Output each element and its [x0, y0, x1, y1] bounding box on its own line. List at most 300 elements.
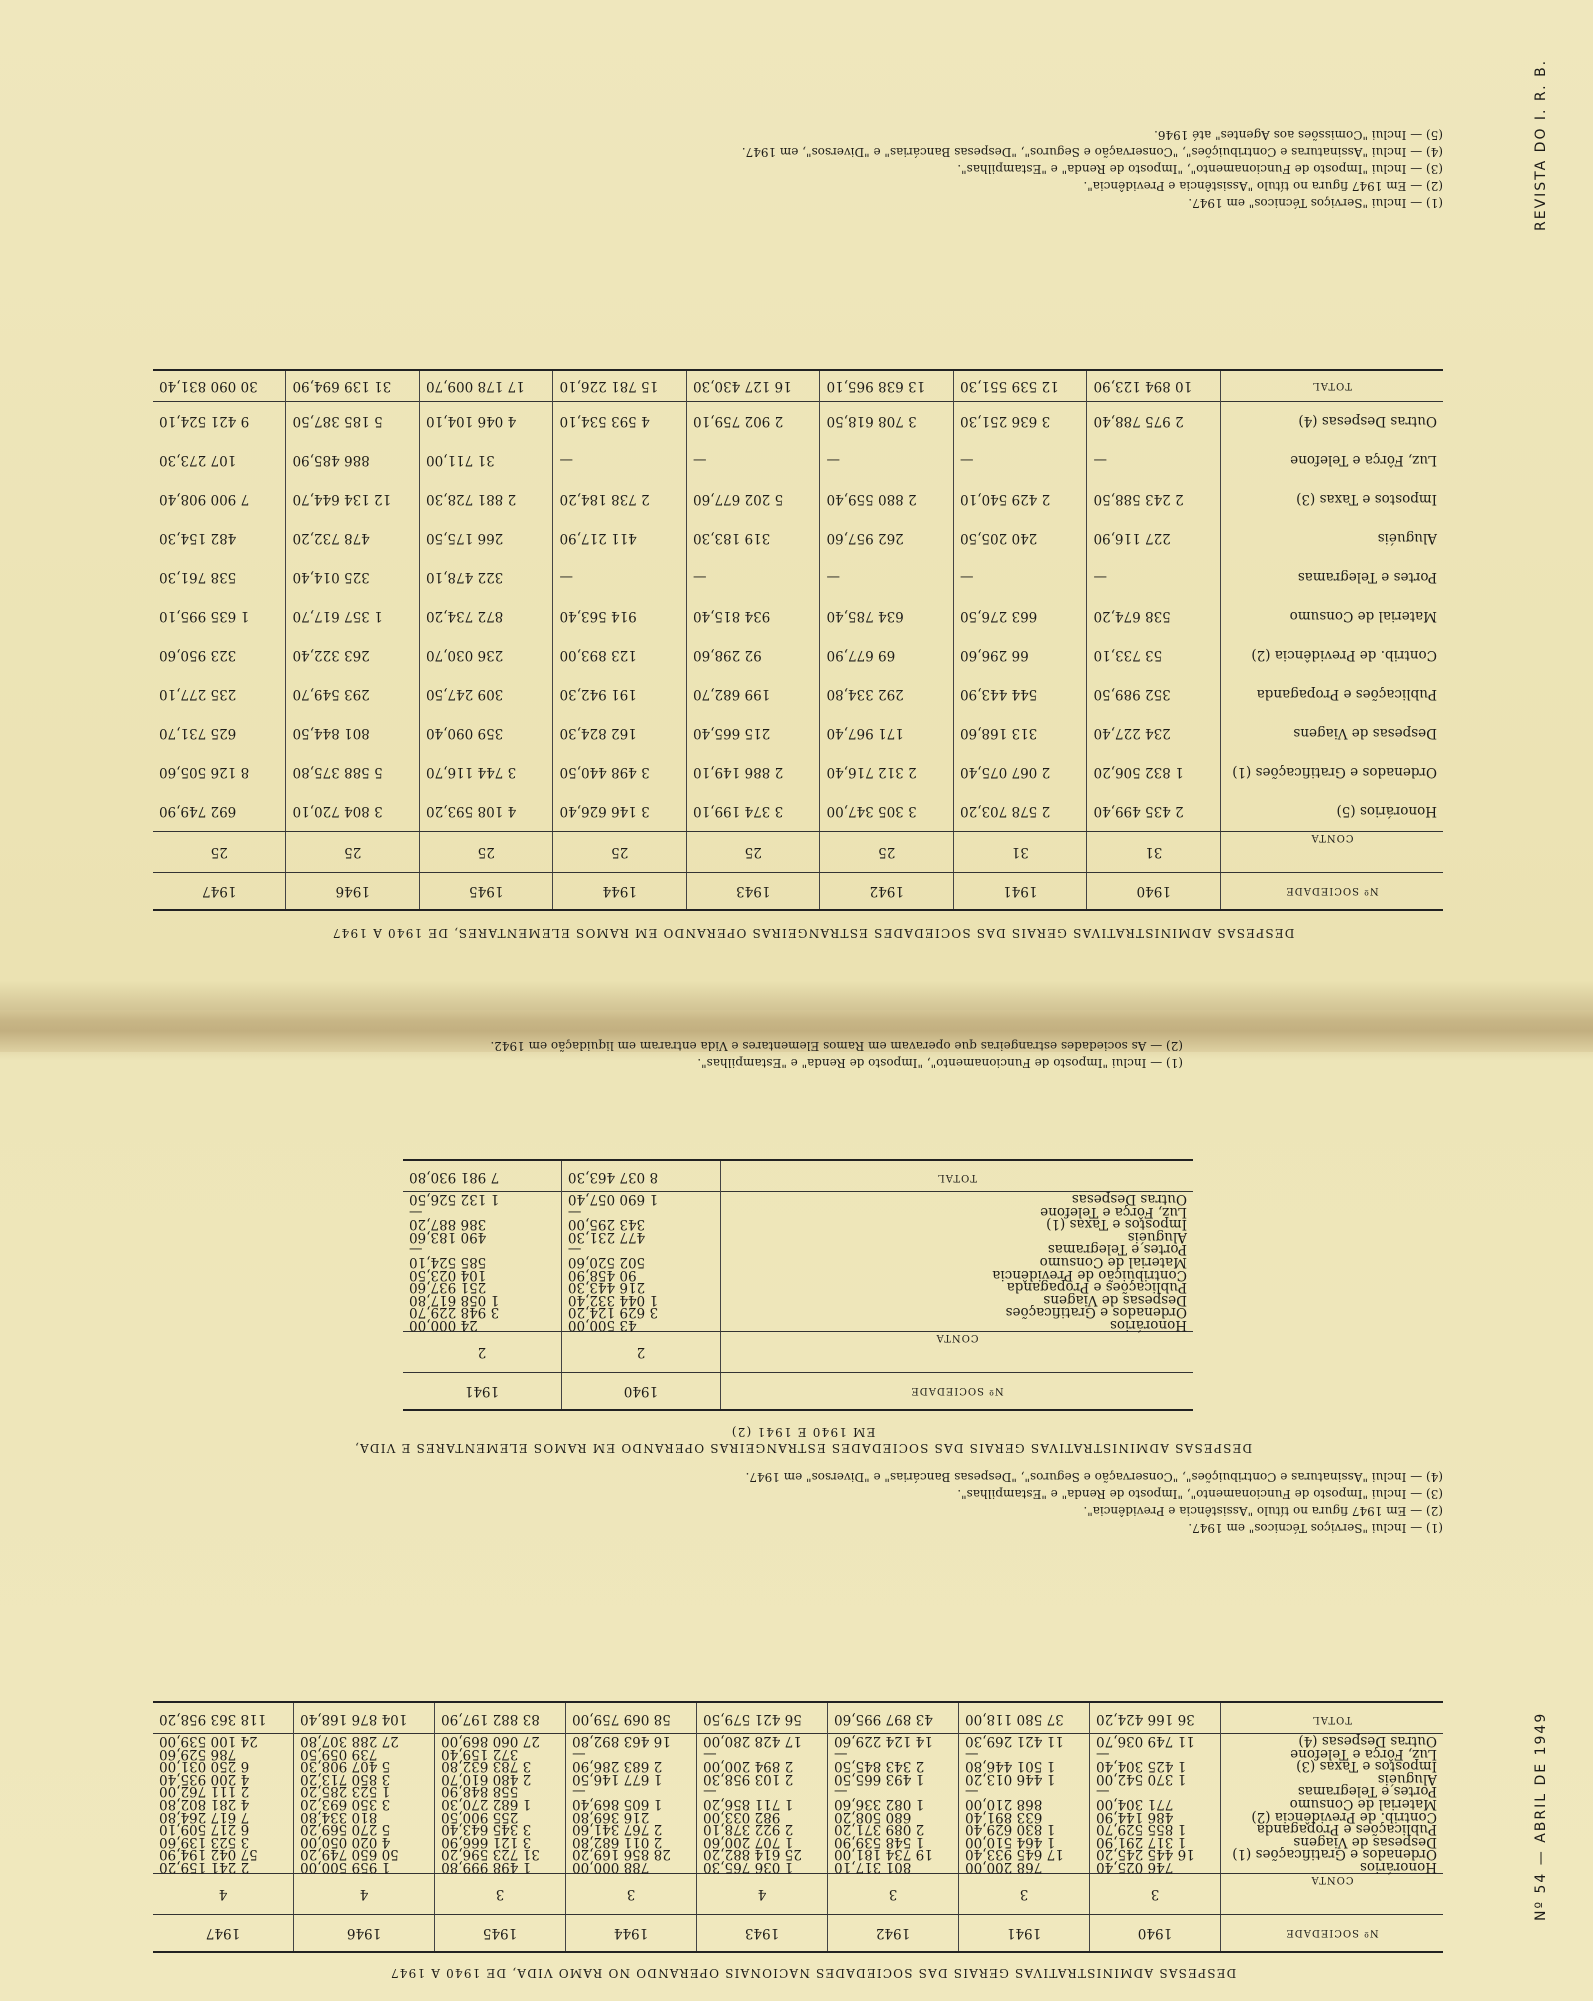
cell-value: 31 711,00 [420, 441, 554, 480]
cell-value: 5 588 375,80 [286, 753, 420, 792]
row-label: Publicações e Propaganda [1256, 686, 1437, 703]
sociedades-count: 25 [153, 832, 286, 873]
cell-value: 1 464 510,00 [959, 1835, 1090, 1848]
table-row [153, 636, 1443, 675]
total-value: 10 894 123,90 [1087, 370, 1221, 402]
cell-value: 801 844,50 [286, 714, 420, 753]
table-row [403, 1293, 1193, 1306]
cell-value: 293 549,70 [286, 675, 420, 714]
table2-notes [490, 1037, 1183, 1071]
table-estrangeiras-elementares [153, 369, 1443, 911]
cell-value: 234 227,40 [1087, 714, 1221, 753]
cell-value: 28 856 169,20 [566, 1848, 697, 1861]
cell-value: — [954, 441, 1088, 480]
row-label: Portes e Telegramas [1297, 1783, 1437, 1800]
cell-value: 123 893,00 [553, 636, 687, 675]
cell-value: 2 067 075,40 [954, 753, 1088, 792]
cell-value: 739 059,50 [294, 1747, 435, 1760]
cell-value: 2 902 759,10 [687, 402, 821, 442]
cell-value: 3 783 632,80 [435, 1760, 566, 1773]
cell-value: 31 723 596,20 [435, 1848, 566, 1861]
cell-value: 680 508,20 [828, 1810, 959, 1823]
cell-value: 322 478,10 [420, 558, 554, 597]
total-value: 118 363 958,20 [153, 1702, 294, 1734]
cell-value: 251 937,60 [403, 1281, 561, 1294]
total-label: TOTAL [1221, 370, 1444, 402]
cell-value: — [687, 441, 821, 480]
row-label: Impostos e Taxas (3) [1296, 1758, 1437, 1775]
cell-value: 19 734 181,00 [828, 1848, 959, 1861]
cell-value: 5 202 677,60 [687, 480, 821, 519]
total-value: 12 539 551,30 [954, 370, 1088, 402]
sociedades-count: 3 [435, 1874, 566, 1915]
table-row [153, 714, 1443, 753]
sociedades-count: 4 [153, 1874, 294, 1915]
cell-value: 3 345 643,40 [435, 1823, 566, 1836]
cell-value: 69 677,90 [820, 636, 954, 675]
cell-value: — [1090, 1785, 1221, 1798]
table-row [153, 597, 1443, 636]
cell-value: 90 458,90 [561, 1268, 720, 1281]
cell-value: 1 682 270,30 [435, 1797, 566, 1810]
cell-value: 3 708 618,50 [820, 402, 954, 442]
row-label: Publicações e Propaganda [1006, 1279, 1187, 1296]
year-header: 1940 [561, 1373, 720, 1411]
cell-value: 1 498 999,80 [435, 1860, 566, 1873]
cell-value: 2 894 200,00 [697, 1760, 828, 1773]
row-label: Impostos e Taxas (3) [1296, 491, 1437, 508]
cell-value: 236 030,70 [420, 636, 554, 675]
row-label: Portes e Telegramas [1047, 1241, 1187, 1258]
cell-value: 17 428 280,00 [697, 1734, 828, 1747]
cell-value: 17 645 933,40 [959, 1848, 1090, 1861]
sociedades-count: 25 [420, 832, 554, 873]
row-label: Luz, Fôrça e Telefone [1040, 1203, 1187, 1220]
table-row [403, 1318, 1193, 1331]
cell-value: 2 241 159,20 [153, 1860, 294, 1873]
cell-value: 2 480 610,70 [435, 1772, 566, 1785]
cell-value: 1 058 617,80 [403, 1293, 561, 1306]
cell-value: 266 175,50 [420, 519, 554, 558]
cell-value: 1 501 446,80 [959, 1760, 1090, 1773]
cell-value: 1 605 869,40 [566, 1797, 697, 1810]
cell-value: 386 887,20 [403, 1218, 561, 1231]
row-label: Outras Despesas (4) [1298, 413, 1437, 430]
sociedades-count: 3 [1090, 1874, 1221, 1915]
total-row [153, 370, 1443, 402]
sociedades-count: 31 [954, 832, 1088, 873]
sociedades-count: 3 [828, 1874, 959, 1915]
cell-value: 2 111 762,00 [153, 1785, 294, 1798]
table-row [403, 1192, 1193, 1205]
cell-value: — [561, 1205, 720, 1218]
footnote: (5) — Inclui "Comissões aos Agentes" até 1946. [1154, 128, 1443, 142]
footnote: (3) — Inclui "Imposto de Funcionamento", "Imposto de Renda" e "Estampilhas". [957, 1487, 1443, 1501]
total-value: 17 178 009,70 [420, 370, 554, 402]
total-label: TOTAL [721, 1160, 1194, 1192]
footnote: (2) — Em 1947 figura no título "Assistência e Previdência". [1083, 179, 1443, 193]
cell-value: 3 629 124,20 [561, 1306, 720, 1319]
cell-value: 746 025,40 [1090, 1860, 1221, 1873]
cell-value: 66 296,60 [954, 636, 1088, 675]
cell-value: 934 815,40 [687, 597, 821, 636]
cell-value: 490 183,60 [403, 1230, 561, 1243]
cell-value: 3 146 626,40 [553, 792, 687, 832]
cell-value: 4 281 802,80 [153, 1797, 294, 1810]
table1-title: DESPESAS ADMINISTRATIVAS GERAIS DAS SOCIEDADES NACIONAIS OPERANDO NO RAMO VIDA, DE 1940 A 1947 [389, 1966, 1237, 1980]
cell-value: 2 922 378,10 [697, 1823, 828, 1836]
year-header: 1946 [286, 873, 420, 911]
cell-value: — [553, 558, 687, 597]
table-row [153, 1797, 1443, 1810]
cell-value: 2 343 845,50 [828, 1760, 959, 1773]
cell-value: 1 357 617,70 [286, 597, 420, 636]
footnote: (1) — Inclui "Serviços Técnicos" em 1947. [1188, 196, 1443, 210]
row-label: Aluguéis [1377, 530, 1437, 547]
total-value: 7 981 930,80 [403, 1160, 561, 1192]
sociedades-count: 3 [566, 1874, 697, 1915]
cell-value: 8 126 505,60 [153, 753, 286, 792]
cell-value: 2 975 788,40 [1087, 402, 1221, 442]
cell-value: 2 089 371,20 [828, 1823, 959, 1836]
cell-value: 411 217,90 [553, 519, 687, 558]
cell-value: 1 855 529,70 [1090, 1823, 1221, 1836]
cell-value: 3 744 116,70 [420, 753, 554, 792]
cell-value: 486 144,90 [1090, 1810, 1221, 1823]
cell-value: 3 374 199,10 [687, 792, 821, 832]
cell-value: 3 850 713,20 [294, 1772, 435, 1785]
cell-value: 1 832 506,20 [1087, 753, 1221, 792]
cell-value: 3 948 229,70 [403, 1306, 561, 1319]
cell-value: 240 205,50 [954, 519, 1088, 558]
total-value: 13 638 965,10 [820, 370, 954, 402]
cell-value: 262 957,60 [820, 519, 954, 558]
total-value: 16 127 430,30 [687, 370, 821, 402]
year-header: 1945 [435, 1915, 566, 1953]
running-head-page-label: Nº 54 — ABRIL DE 1949 [1533, 1711, 1549, 1921]
table-row [153, 402, 1443, 442]
table-row [153, 792, 1443, 832]
cell-value: 3 121 666,90 [435, 1835, 566, 1848]
row-label: Contribuição de Previdência [992, 1266, 1187, 1283]
total-value: 104 876 168,40 [294, 1702, 435, 1734]
cell-value: 4 108 593,20 [420, 792, 554, 832]
cell-value: — [959, 1785, 1090, 1798]
sociedades-count: 25 [553, 832, 687, 873]
conta-header: CONTA [721, 1332, 1194, 1373]
row-label: Despesas de Viagens [1293, 725, 1437, 742]
table-nacionais-vida [153, 1701, 1443, 1953]
row-label: Portes e Telegramas [1297, 569, 1437, 586]
sociedades-count: 4 [294, 1874, 435, 1915]
cell-value: 2 011 682,80 [566, 1835, 697, 1848]
year-header: 1941 [954, 873, 1088, 911]
row-label: Honorários (5) [1336, 803, 1437, 820]
cell-value: 544 443,90 [954, 675, 1088, 714]
year-header: 1943 [697, 1915, 828, 1953]
sociedades-header: Nº SOCIEDADE [1221, 1915, 1444, 1953]
cell-value: 1 132 526,50 [403, 1192, 561, 1205]
table2-title: DESPESAS ADMINISTRATIVAS GERAIS DAS SOCIEDADES ESTRANGEIRAS OPERANDO EM RAMOS ELEMENTARES E VIDA, EM 1940 E 1941 (2) [353, 1425, 1253, 1455]
cell-value: — [820, 441, 954, 480]
cell-value: — [403, 1205, 561, 1218]
cell-value: 215 665,40 [687, 714, 821, 753]
table-row [153, 480, 1443, 519]
cell-value: 313 168,60 [954, 714, 1088, 753]
table-row [153, 1734, 1443, 1747]
row-label: Despesas de Viagens [1293, 1833, 1437, 1850]
footnote: (3) — Inclui "Imposto de Funcionamento", "Imposto de Renda" e "Estampilhas". [957, 162, 1443, 176]
sociedades-count: 25 [687, 832, 821, 873]
table-row [403, 1255, 1193, 1268]
row-label: Contrib. de Previdência (2) [1251, 647, 1437, 664]
cell-value: 1 370 542,00 [1090, 1772, 1221, 1785]
year-header: 1943 [687, 873, 821, 911]
cell-value: 7 617 264,80 [153, 1810, 294, 1823]
cell-value: 24 000,00 [403, 1318, 561, 1331]
cell-value: 43 500,00 [561, 1318, 720, 1331]
cell-value: 538 674,20 [1087, 597, 1221, 636]
year-header: 1941 [959, 1915, 1090, 1953]
cell-value: 1 036 765,30 [697, 1860, 828, 1873]
cell-value: 255 900,50 [435, 1810, 566, 1823]
cell-value: 2 243 588,50 [1087, 480, 1221, 519]
footnote: (2) — Em 1947 figura no título "Assistência e Previdência". [1083, 1504, 1443, 1518]
sociedades-count: 25 [286, 832, 420, 873]
cell-value: 27 060 869,00 [435, 1734, 566, 1747]
row-label: Material de Consumo [1289, 608, 1437, 625]
sociedades-count: 2 [403, 1332, 561, 1373]
footnote: (4) — Inclui "Assinaturas e Contribuições", "Conservação e Seguros", "Despesas Bancárias" e "Diversos", em 1947. [741, 145, 1443, 159]
total-value: 15 781 226,10 [553, 370, 687, 402]
table1-notes [746, 1468, 1443, 1536]
cell-value: — [820, 558, 954, 597]
cell-value: — [566, 1785, 697, 1798]
cell-value: 1 317 291,90 [1090, 1835, 1221, 1848]
row-label: Aluguéis [1127, 1228, 1187, 1245]
cell-value: 2 767 341,60 [566, 1823, 697, 1836]
cell-value: 1 446 013,20 [959, 1772, 1090, 1785]
cell-value: 1 044 332,40 [561, 1293, 720, 1306]
cell-value: 2 881 728,30 [420, 480, 554, 519]
cell-value: 14 124 229,60 [828, 1734, 959, 1747]
cell-value: — [566, 1747, 697, 1760]
table-row [153, 519, 1443, 558]
cell-value: 872 734,20 [420, 597, 554, 636]
cell-value: 352 989,50 [1087, 675, 1221, 714]
cell-value: 27 288 307,80 [294, 1734, 435, 1747]
cell-value: — [687, 558, 821, 597]
total-value: 56 421 579,50 [697, 1702, 828, 1734]
cell-value: 6 250 031,00 [153, 1760, 294, 1773]
table-row [153, 1772, 1443, 1785]
footnote: (4) — Inclui "Assinaturas e Contribuições", "Conservação e Seguros", "Despesas Bancárias" e "Diversos" em 1947. [745, 1470, 1443, 1484]
cell-value: 2 312 716,40 [820, 753, 954, 792]
cell-value: 325 014,40 [286, 558, 420, 597]
row-label: Impostos e Taxas (1) [1046, 1216, 1187, 1233]
cell-value: 3 350 693,20 [294, 1797, 435, 1810]
cell-value: 3 305 347,00 [820, 792, 954, 832]
cell-value: 477 231,30 [561, 1230, 720, 1243]
table-estrangeiras-vida [403, 1159, 1193, 1411]
row-label: Ordenados e Gratificações (1) [1232, 764, 1437, 781]
cell-value: 2 683 286,90 [566, 1760, 697, 1773]
cell-value: 3 498 440,50 [553, 753, 687, 792]
footnote: (1) — Inclui "Serviços Técnicos" em 1947. [1188, 1521, 1443, 1535]
row-label: Outras Despesas (4) [1298, 1733, 1437, 1750]
cell-value: 1 677 146,50 [566, 1772, 697, 1785]
cell-value: 2 880 559,40 [820, 480, 954, 519]
cell-value: 2 886 149,10 [687, 753, 821, 792]
cell-value: 585 524,10 [403, 1255, 561, 1268]
year-header: 1942 [820, 873, 954, 911]
row-label: Publicações e Propaganda [1256, 1821, 1437, 1838]
cell-value: 309 247,50 [420, 675, 554, 714]
cell-value: 692 749,90 [153, 792, 286, 832]
total-value: 30 090 831,40 [153, 370, 286, 402]
cell-value: 1 830 629,40 [959, 1823, 1090, 1836]
cell-value: 1 635 995,10 [153, 597, 286, 636]
year-header: 1942 [828, 1915, 959, 1953]
table-row [403, 1243, 1193, 1256]
row-label: Contrib. de Previdência (2) [1251, 1808, 1437, 1825]
footnote: (2) — As sociedades estrangeiras que operavam em Ramos Elementares e Vida entraram em liquidação em 1942. [490, 1039, 1183, 1053]
cell-value: 1 425 304,40 [1090, 1760, 1221, 1773]
cell-value: 558 848,90 [435, 1785, 566, 1798]
cell-value: — [828, 1747, 959, 1760]
cell-value: 1 523 285,20 [294, 1785, 435, 1798]
cell-value: 3 636 251,30 [954, 402, 1088, 442]
cell-value: 634 785,40 [820, 597, 954, 636]
cell-value: 235 277,10 [153, 675, 286, 714]
year-header: 1947 [153, 873, 286, 911]
sociedades-count: 3 [959, 1874, 1090, 1915]
cell-value: 372 159,40 [435, 1747, 566, 1760]
cell-value: 263 322,40 [286, 636, 420, 675]
cell-value: 1 690 057,40 [561, 1192, 720, 1205]
cell-value: — [697, 1785, 828, 1798]
cell-value: 982 033,00 [697, 1810, 828, 1823]
table-row [153, 675, 1443, 714]
conta-header: CONTA [1221, 1874, 1444, 1915]
table3-title: DESPESAS ADMINISTRATIVAS GERAIS DAS SOCIEDADES ESTRANGEIRAS OPERANDO EM RAMOS ELEMENTARES, DE 1940 A 1947 [331, 926, 1295, 940]
cell-value: 663 276,50 [954, 597, 1088, 636]
cell-value: 11 421 269,30 [959, 1734, 1090, 1747]
cell-value: 786 529,60 [153, 1747, 294, 1760]
cell-value: 633 891,40 [959, 1810, 1090, 1823]
total-value: 31 139 694,90 [286, 370, 420, 402]
row-label: Material de Consumo [1039, 1254, 1187, 1271]
table-row [153, 753, 1443, 792]
cell-value: 482 154,30 [153, 519, 286, 558]
cell-value: 2 429 540,10 [954, 480, 1088, 519]
total-value: 37 580 118,00 [959, 1702, 1090, 1734]
row-label: Luz, Fôrça e Telefone [1290, 452, 1437, 469]
cell-value: 359 090,40 [420, 714, 554, 753]
total-value: 43 897 995,60 [828, 1702, 959, 1734]
cell-value: 24 100 539,00 [153, 1734, 294, 1747]
row-label: Luz, Fôrça e Telefone [1290, 1745, 1437, 1762]
cell-value: 478 732,20 [286, 519, 420, 558]
cell-value: 25 614 882,20 [697, 1848, 828, 1861]
cell-value: 5 270 569,20 [294, 1823, 435, 1836]
cell-value: 868 210,00 [959, 1797, 1090, 1810]
cell-value: 2 578 703,20 [954, 792, 1088, 832]
cell-value: 171 967,40 [820, 714, 954, 753]
cell-value: 199 682,70 [687, 675, 821, 714]
row-label: Ordenados e Gratificações [1005, 1304, 1187, 1321]
cell-value: 502 520,60 [561, 1255, 720, 1268]
cell-value: 104 023,50 [403, 1268, 561, 1281]
sociedades-count: 2 [561, 1332, 720, 1373]
sociedades-count: 4 [697, 1874, 828, 1915]
cell-value: 9 421 524,10 [153, 402, 286, 442]
cell-value: 4 593 534,10 [553, 402, 687, 442]
cell-value: 625 731,70 [153, 714, 286, 753]
table-row [153, 558, 1443, 597]
cell-value: 4 200 935,40 [153, 1772, 294, 1785]
cell-value: 788 000,00 [566, 1860, 697, 1873]
cell-value: 292 334,80 [820, 675, 954, 714]
cell-value: 50 650 749,20 [294, 1848, 435, 1861]
cell-value: 162 824,30 [553, 714, 687, 753]
cell-value: — [553, 441, 687, 480]
row-label: Outras Despesas [1071, 1191, 1187, 1208]
cell-value: 343 295,00 [561, 1218, 720, 1231]
cell-value: — [959, 1747, 1090, 1760]
cell-value: 886 485,90 [286, 441, 420, 480]
cell-value: 191 942,30 [553, 675, 687, 714]
cell-value: 538 761,30 [153, 558, 286, 597]
cell-value: 92 298,60 [687, 636, 821, 675]
cell-value: — [828, 1785, 959, 1798]
cell-value: — [561, 1243, 720, 1256]
total-value: 8 037 463,30 [561, 1160, 720, 1192]
cell-value: — [403, 1243, 561, 1256]
year-header: 1947 [153, 1915, 294, 1953]
year-header: 1944 [553, 873, 687, 911]
sociedades-header: Nº SOCIEDADE [721, 1373, 1194, 1411]
cell-value: 7 900 908,40 [153, 480, 286, 519]
cell-value: 771 304,00 [1090, 1797, 1221, 1810]
cell-value: — [1087, 441, 1221, 480]
year-header: 1940 [1090, 1915, 1221, 1953]
total-row [153, 1702, 1443, 1734]
year-header: 1945 [420, 873, 554, 911]
total-row [403, 1160, 1193, 1192]
cell-value: 16 445 245,20 [1090, 1848, 1221, 1861]
cell-value: 107 273,30 [153, 441, 286, 480]
cell-value: 810 334,80 [294, 1810, 435, 1823]
cell-value: 1 082 336,60 [828, 1797, 959, 1810]
cell-value: 12 134 644,70 [286, 480, 420, 519]
cell-value: 5 407 908,30 [294, 1760, 435, 1773]
cell-value: 5 185 387,50 [286, 402, 420, 442]
cell-value: 1 493 665,50 [828, 1772, 959, 1785]
row-label: Ordenados e Gratificações (1) [1232, 1846, 1437, 1863]
total-value: 58 069 759,00 [566, 1702, 697, 1734]
cell-value: — [1087, 558, 1221, 597]
row-label: Honorários [1109, 1317, 1187, 1333]
cell-value: 3 804 720,10 [286, 792, 420, 832]
cell-value: 227 116,90 [1087, 519, 1221, 558]
sociedades-count: 25 [820, 832, 954, 873]
cell-value: 4 020 050,00 [294, 1835, 435, 1848]
row-label: Honorários [1359, 1859, 1437, 1875]
row-label: Material de Consumo [1289, 1796, 1437, 1813]
cell-value: — [1090, 1747, 1221, 1760]
cell-value: 11 749 036,70 [1090, 1734, 1221, 1747]
